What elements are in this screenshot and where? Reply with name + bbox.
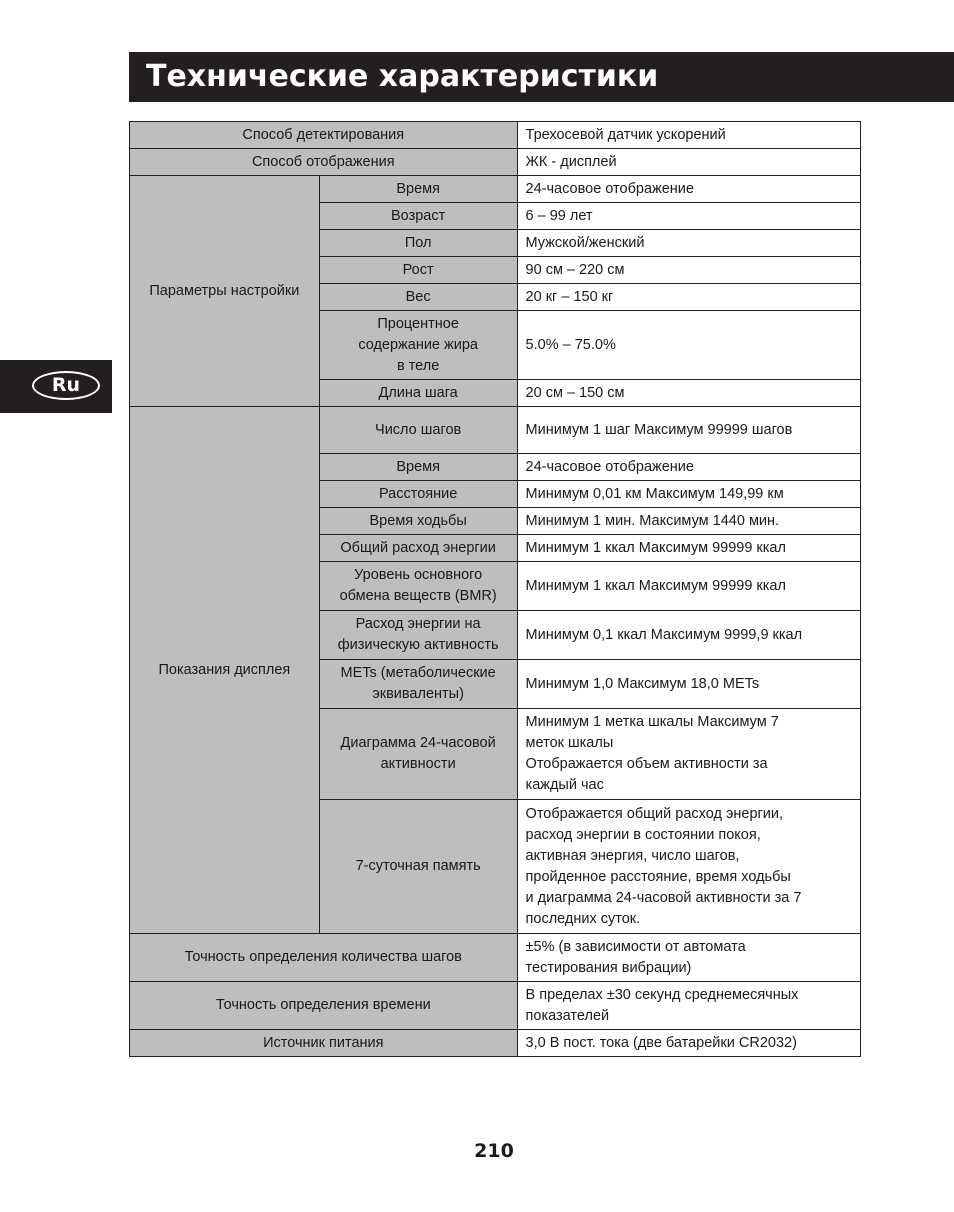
- spec-label: Способ отображения: [130, 149, 518, 176]
- param-value: Минимум 0,01 км Максимум 149,99 км: [517, 481, 860, 508]
- param-label: Рост: [319, 257, 517, 284]
- param-value: Отображается общий расход энергии, расход энергии в состоянии покоя, активная энергия, число шагов, пройденное расстояние, время ходьбы и диаграмма 24-часовой активности за 7 последних суток.: [517, 800, 860, 934]
- param-label: Длина шага: [319, 380, 517, 407]
- spec-table: [129, 121, 861, 1057]
- param-label: Расстояние: [319, 481, 517, 508]
- param-label: Число шагов: [319, 407, 517, 454]
- spec-value: Трехосевой датчик ускорений: [517, 122, 860, 149]
- param-label: Общий расход энергии: [319, 535, 517, 562]
- param-value: Минимум 1,0 Максимум 18,0 METs: [517, 660, 860, 709]
- param-label: Пол: [319, 230, 517, 257]
- table-row: [130, 407, 861, 454]
- spec-value: В пределах ±30 секунд среднемесячных показателей: [517, 982, 860, 1030]
- table-row: [130, 176, 861, 203]
- param-label: Вес: [319, 284, 517, 311]
- param-value: 20 см – 150 см: [517, 380, 860, 407]
- param-value: 24-часовое отображение: [517, 454, 860, 481]
- page-number: 210: [474, 1140, 514, 1162]
- param-label: Процентное содержание жира в теле: [319, 311, 517, 380]
- page-title: Технические характеристики: [129, 52, 954, 102]
- param-label: Время: [319, 454, 517, 481]
- table-row: [130, 149, 861, 176]
- param-value: 90 см – 220 см: [517, 257, 860, 284]
- spec-value: ±5% (в зависимости от автомата тестирования вибрации): [517, 934, 860, 982]
- param-label: Уровень основного обмена веществ (BMR): [319, 562, 517, 611]
- param-label: METs (метаболические эквиваленты): [319, 660, 517, 709]
- table-row: [130, 1030, 861, 1057]
- param-value: Минимум 0,1 ккал Максимум 9999,9 ккал: [517, 611, 860, 660]
- param-value: 6 – 99 лет: [517, 203, 860, 230]
- language-tab: [0, 360, 112, 413]
- param-value: Мужской/женский: [517, 230, 860, 257]
- group-label-display: Показания дисплея: [130, 407, 320, 934]
- param-value: Минимум 1 ккал Максимум 99999 ккал: [517, 535, 860, 562]
- table-row: [130, 934, 861, 982]
- param-value: Минимум 1 метка шкалы Максимум 7 меток шкалы Отображается объем активности за каждый час: [517, 709, 860, 800]
- param-value: Минимум 1 мин. Максимум 1440 мин.: [517, 508, 860, 535]
- table-row: [130, 982, 861, 1030]
- spec-label: Точность определения времени: [130, 982, 518, 1030]
- param-value: 20 кг – 150 кг: [517, 284, 860, 311]
- table-row: [130, 122, 861, 149]
- param-value: 5.0% – 75.0%: [517, 311, 860, 380]
- param-label: 7-суточная память: [319, 800, 517, 934]
- group-label-settings: Параметры настройки: [130, 176, 320, 407]
- param-value: 24-часовое отображение: [517, 176, 860, 203]
- param-value: Минимум 1 шаг Максимум 99999 шагов: [517, 407, 860, 454]
- param-label: Время: [319, 176, 517, 203]
- param-label: Расход энергии на физическую активность: [319, 611, 517, 660]
- spec-label: Источник питания: [130, 1030, 518, 1057]
- param-value: Минимум 1 ккал Максимум 99999 ккал: [517, 562, 860, 611]
- language-badge: Ru: [32, 371, 100, 400]
- param-label: Диаграмма 24-часовой активности: [319, 709, 517, 800]
- spec-label: Точность определения количества шагов: [130, 934, 518, 982]
- spec-value: ЖК - дисплей: [517, 149, 860, 176]
- spec-label: Способ детектирования: [130, 122, 518, 149]
- spec-value: 3,0 В пост. тока (две батарейки CR2032): [517, 1030, 860, 1057]
- param-label: Возраст: [319, 203, 517, 230]
- param-label: Время ходьбы: [319, 508, 517, 535]
